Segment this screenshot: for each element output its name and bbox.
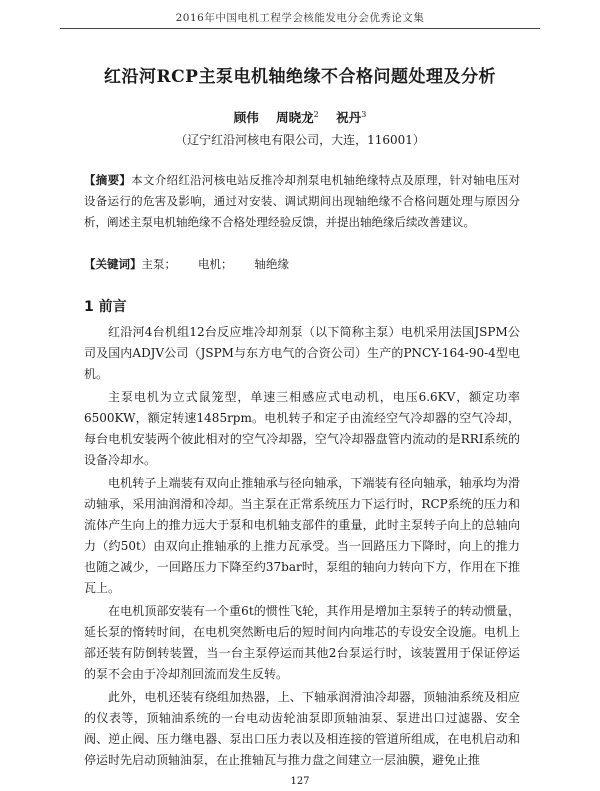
author-name: 祝丹 <box>336 110 362 125</box>
abstract <box>84 170 520 233</box>
affiliation: （辽宁红沿河核电有限公司，大连，116001） <box>175 133 425 147</box>
paragraph: 电机转子上端装有双向止推轴承与径向轴承，下端装有径向轴承，轴承均为滑动轴承，采用油润滑和冷却。当主泵在正常系统压力下运行时，RCP系统的压力和流体产生向上的推力远大于泵和电机轴支部件的重量，此时主泵转子向上的总轴向力（约50t）由双向止推轴承的上推力瓦承受。当一回路压力下降时，向上的推力也随之减少，一回路压力下降至约37bar时，泵组的轴向力转向下方，作用在下推瓦上。 <box>84 476 520 595</box>
author-affiliation-mark: 3 <box>361 109 367 119</box>
keyword: 轴绝缘 <box>254 257 289 271</box>
page-number: 127 <box>290 776 310 787</box>
paragraph: 红沿河4台机组12台反应堆冷却剂泵（以下简称主泵）电机采用法国JSPM公司及国内ADJV公司（JSPM与东方电气的合资公司）生产的PNCY-164-90-4型电机。 <box>84 325 520 381</box>
paragraph: 主泵电机为立式鼠笼型，单速三相感应式电动机，电压6.6KV，额定功率6500KW，额定转速1485rpm。电机转子和定子由流经空气冷却器的空气冷却，每台电机安装两个彼此相对的空气冷却器，空气冷却器盘管内流动的是RRI系统的设备冷却水。 <box>84 390 520 467</box>
abstract-label: 【摘要】 <box>84 173 132 187</box>
author-list <box>0 108 600 126</box>
author-affiliation-mark: 2 <box>313 109 319 119</box>
paragraph: 在电机顶部安装有一个重6t的惯性飞轮，其作用是增加主泵转子的转动惯量，延长泵的惰转时间，在电机突然断电后的短时间内向堆芯的专设安全设施。电机上部还装有防倒转装置，当一台主泵停运而其他2台泵运行时，该装置用于保证停运的泵不会由于冷却剂回流而发生反转。 <box>84 604 520 681</box>
body-text <box>84 322 520 773</box>
section-heading: 1 前言 <box>84 299 127 315</box>
keywords-label: 【关键词】 <box>84 257 142 271</box>
keywords <box>84 256 520 272</box>
author-name: 顾伟 <box>233 110 259 125</box>
abstract-text: 本文介绍红沿河核电站反推冷却剂泵电机轴绝缘特点及原理，针对轴电压对设备运行的危害及影响，通过对安装、调试期间出现轴绝缘不合格问题处理与原因分析，阐述主泵电机轴绝缘不合格处理经验反馈，并提出轴绝缘后续改善建议。 <box>84 173 521 229</box>
keyword: 电机； <box>198 257 233 271</box>
paper-title: 红沿河RCP主泵电机轴绝缘不合格问题处理及分析 <box>104 67 496 87</box>
paragraph: 此外，电机还装有绕组加热器，上、下轴承润滑油冷却器，顶轴油系统及相应的仪表等，顶轴油系统的一台电动齿轮油泵即顶轴油泵、泵进出口过滤器、安全阀、逆止阀、压力继电器、泵出口压力表以及相连接的管道所组成，在电机启动和停运时先启动顶轴油泵，在止推轴瓦与推力盘之间建立一层油膜，避免止推 <box>84 690 520 767</box>
keyword: 主泵； <box>141 257 176 271</box>
author-name: 周晓龙 <box>276 110 314 125</box>
header-rule <box>60 28 540 29</box>
running-header: 2016年中国电机工程学会核能发电分会优秀论文集 <box>175 12 425 24</box>
